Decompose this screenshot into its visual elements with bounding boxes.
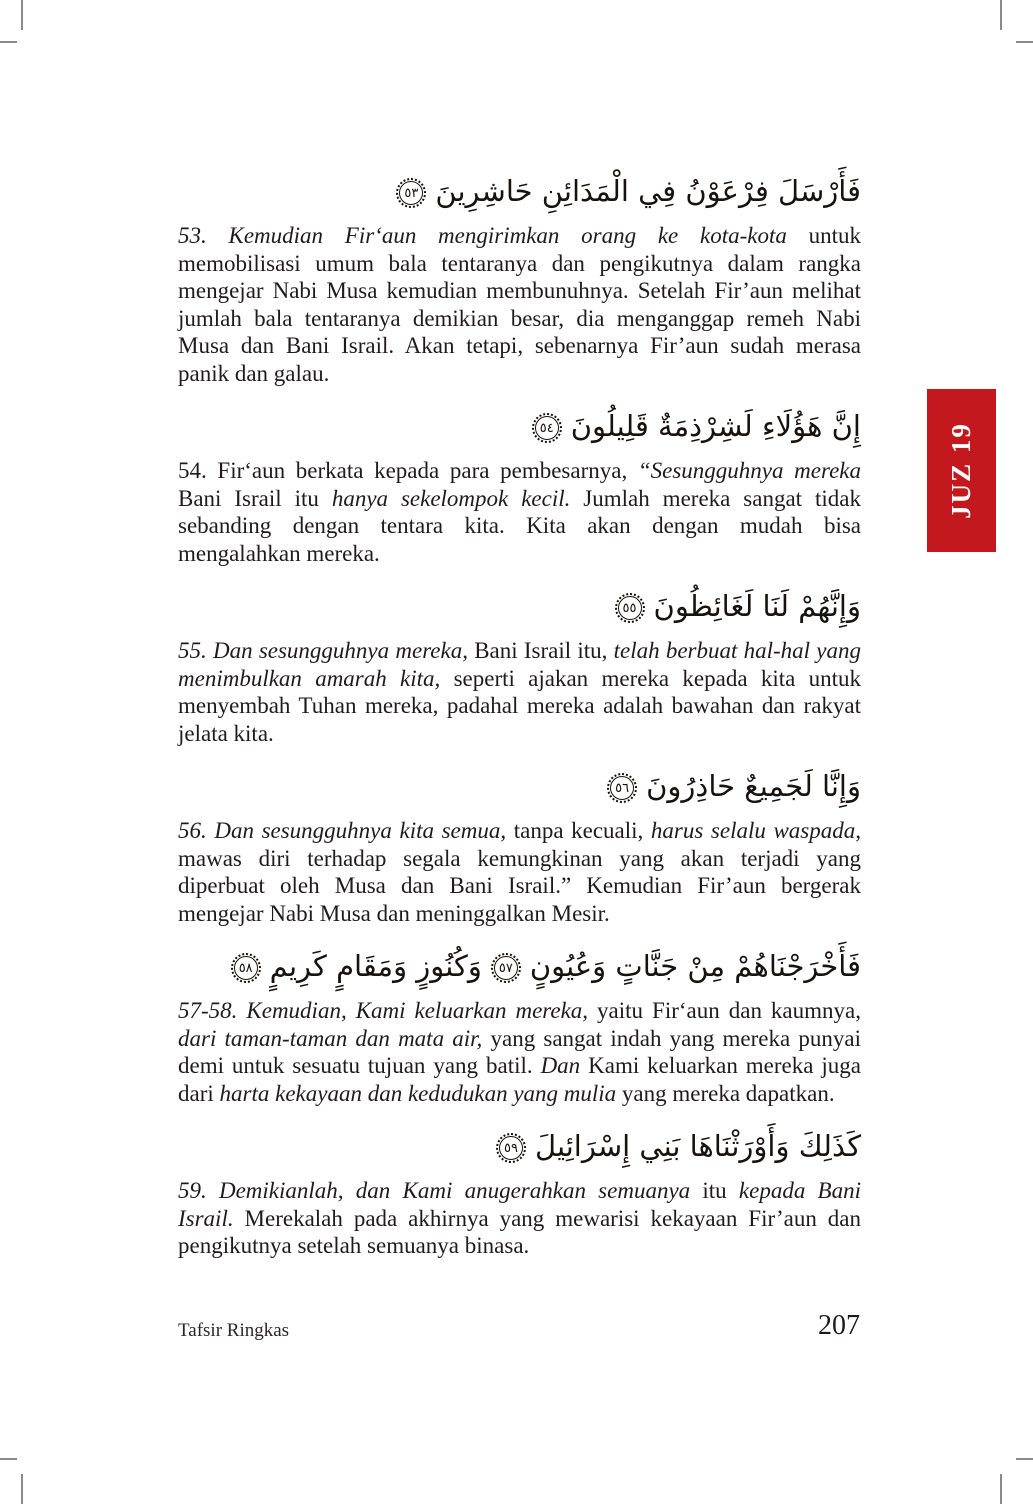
crop-mark-bottom-right-v xyxy=(1000,1474,1002,1504)
commentary-run: “Sesungguhnya mereka xyxy=(637,458,861,483)
commentary-run: Bani Israil itu xyxy=(178,485,332,511)
commentary-run: yang sangat indah yang mereka punyai demi untuk sesuatu tujuan yang batil. xyxy=(178,1025,862,1078)
arabic-verse-text: وَكُنُوزٍ وَمَقَامٍ كَرِيمٍ xyxy=(269,949,482,983)
commentary-run: harta kekayaan dan kedudukan yang mulia xyxy=(219,1080,617,1106)
ayah-number: ٥٤ xyxy=(539,420,554,436)
arabic-verse-line xyxy=(178,941,861,991)
crop-mark-bottom-right-h xyxy=(1016,1458,1033,1460)
footer-book-title: Tafsir Ringkas xyxy=(178,1320,290,1341)
ayah-number: ٥٨ xyxy=(238,960,253,976)
commentary-run: harus selalu waspada, xyxy=(650,818,862,843)
crop-mark-bottom-left-v xyxy=(21,1474,23,1504)
crop-mark-top-right-h xyxy=(1016,41,1033,43)
content-column xyxy=(178,166,861,1260)
commentary-run: seperti ajakan mereka kepada kita untuk menyembah Tuhan mereka, padahal mereka adalah bawahan dan rakyat jelata kita. xyxy=(178,665,861,746)
commentary-run: hanya sekelompok kecil. xyxy=(331,485,571,511)
ayah-number: ٥٩ xyxy=(504,1140,518,1156)
verse-section xyxy=(178,1121,861,1260)
commentary-run: itu xyxy=(690,1178,739,1203)
commentary-paragraph xyxy=(178,997,861,1107)
commentary-run: Kami keluarkan mereka juga dari xyxy=(178,1053,861,1106)
commentary-run: yang mereka dapatkan. xyxy=(616,1080,835,1106)
arabic-verse-text: إِنَّ هَؤُلَاءِ لَشِرْذِمَةٌ قَلِيلُونَ xyxy=(570,409,861,443)
ayah-number: ٥٥ xyxy=(622,600,637,616)
commentary-paragraph xyxy=(178,817,861,927)
ayah-number-marker xyxy=(396,178,426,208)
ayah-number-marker xyxy=(532,413,562,443)
ayah-number: ٥٣ xyxy=(404,185,419,201)
commentary-run: Dan xyxy=(540,1053,581,1078)
commentary-paragraph xyxy=(178,457,861,567)
commentary-run: 56. Dan sesungguhnya kita semua, xyxy=(178,818,507,843)
verse-section xyxy=(178,941,861,1107)
commentary-run: dari taman-taman dan mata air, xyxy=(178,1025,483,1051)
commentary-run: Jumlah mereka sangat tidak sebanding dengan tentara kita. Kita akan dengan mudah bisa mengalahkan mereka. xyxy=(178,485,861,566)
commentary-run: 53. Kemudian Fir‘aun mengirimkan orang ke kota-kota xyxy=(178,223,787,248)
ayah-number-marker xyxy=(491,953,521,983)
verse-section xyxy=(178,761,861,927)
arabic-verse-text: وَإِنَّهُمْ لَنَا لَغَائِظُونَ xyxy=(653,589,861,623)
arabic-verse-text: وَإِنَّا لَجَمِيعٌ حَاذِرُونَ xyxy=(646,769,861,803)
arabic-verse-text: كَذَلِكَ وَأَوْرَثْنَاهَا بَنِي إِسْرَائِيلَ xyxy=(534,1129,861,1163)
commentary-run: 57-58. Kemudian, Kami keluarkan mereka, xyxy=(178,998,589,1023)
commentary-run: mawas diri terhadap segala kemungkinan yang akan terjadi yang diperbuat oleh Musa dan Bani Israil.” Kemudian Fir’aun bergerak mengejar Nabi Musa dan meninggalkan Mesir. xyxy=(178,845,861,926)
arabic-verse-line xyxy=(178,1121,861,1171)
commentary-paragraph xyxy=(178,1177,861,1260)
arabic-verse-line xyxy=(178,401,861,451)
commentary-run: yaitu Fir‘aun dan kaumnya, xyxy=(588,998,861,1023)
commentary-run: untuk memobilisasi umum bala tentaranya dan pengikutnya dalam rangka mengejar Nabi Musa kemudian membunuhnya. Setelah Fir’aun melihat jumlah bala tentaranya demikian besar, dia menganggap remeh Nabi Musa dan Bani Israil. Akan tetapi, sebenarnya Fir’aun sudah merasa panik dan galau. xyxy=(178,223,862,386)
commentary-run: 55. Dan sesungguhnya mereka, xyxy=(178,638,468,663)
ayah-number-marker xyxy=(231,953,261,983)
ayah-number-marker xyxy=(615,593,645,623)
commentary-run: Bani Israil itu, xyxy=(467,638,614,663)
commentary-run: kepada Bani Israil. xyxy=(178,1178,861,1231)
commentary-run: telah berbuat hal-hal yang menimbulkan amarah kita, xyxy=(178,638,862,691)
arabic-verse-line xyxy=(178,581,861,631)
crop-mark-bottom-left-h xyxy=(0,1458,17,1460)
verse-section xyxy=(178,166,861,387)
page-number: 207 xyxy=(818,1310,860,1341)
arabic-verse-line xyxy=(178,761,861,811)
arabic-verse-line xyxy=(178,166,861,216)
crop-mark-top-left-h xyxy=(0,41,17,43)
ayah-number-marker xyxy=(607,773,637,803)
juz-tab xyxy=(927,389,996,552)
verse-section xyxy=(178,581,861,747)
verse-section xyxy=(178,401,861,567)
crop-mark-top-left-v xyxy=(21,0,23,30)
arabic-verse-text: فَأَخْرَجْنَاهُمْ مِنْ جَنَّاتٍ وَعُيُونٍ xyxy=(529,949,861,983)
commentary-paragraph xyxy=(178,222,861,387)
commentary-run: Merekalah pada akhirnya yang mewarisi kekayaan Fir’aun dan pengikutnya setelah semuanya binasa. xyxy=(178,1205,861,1258)
commentary-run: tanpa kecuali, xyxy=(506,818,651,843)
crop-mark-top-right-v xyxy=(1000,0,1002,30)
arabic-verse-text: فَأَرْسَلَ فِرْعَوْنُ فِي الْمَدَائِنِ حَاشِرِينَ xyxy=(435,174,861,208)
juz-tab-label: JUZ 19 xyxy=(946,422,977,519)
ayah-number: ٥٦ xyxy=(615,780,630,796)
commentary-run: 54. Fir‘aun berkata kepada para pembesarnya, xyxy=(178,458,638,483)
commentary-paragraph xyxy=(178,637,861,747)
commentary-run: 59. Demikianlah, dan Kami anugerahkan semuanya xyxy=(178,1178,691,1203)
ayah-number-marker xyxy=(496,1133,526,1163)
ayah-number: ٥٧ xyxy=(498,960,513,976)
